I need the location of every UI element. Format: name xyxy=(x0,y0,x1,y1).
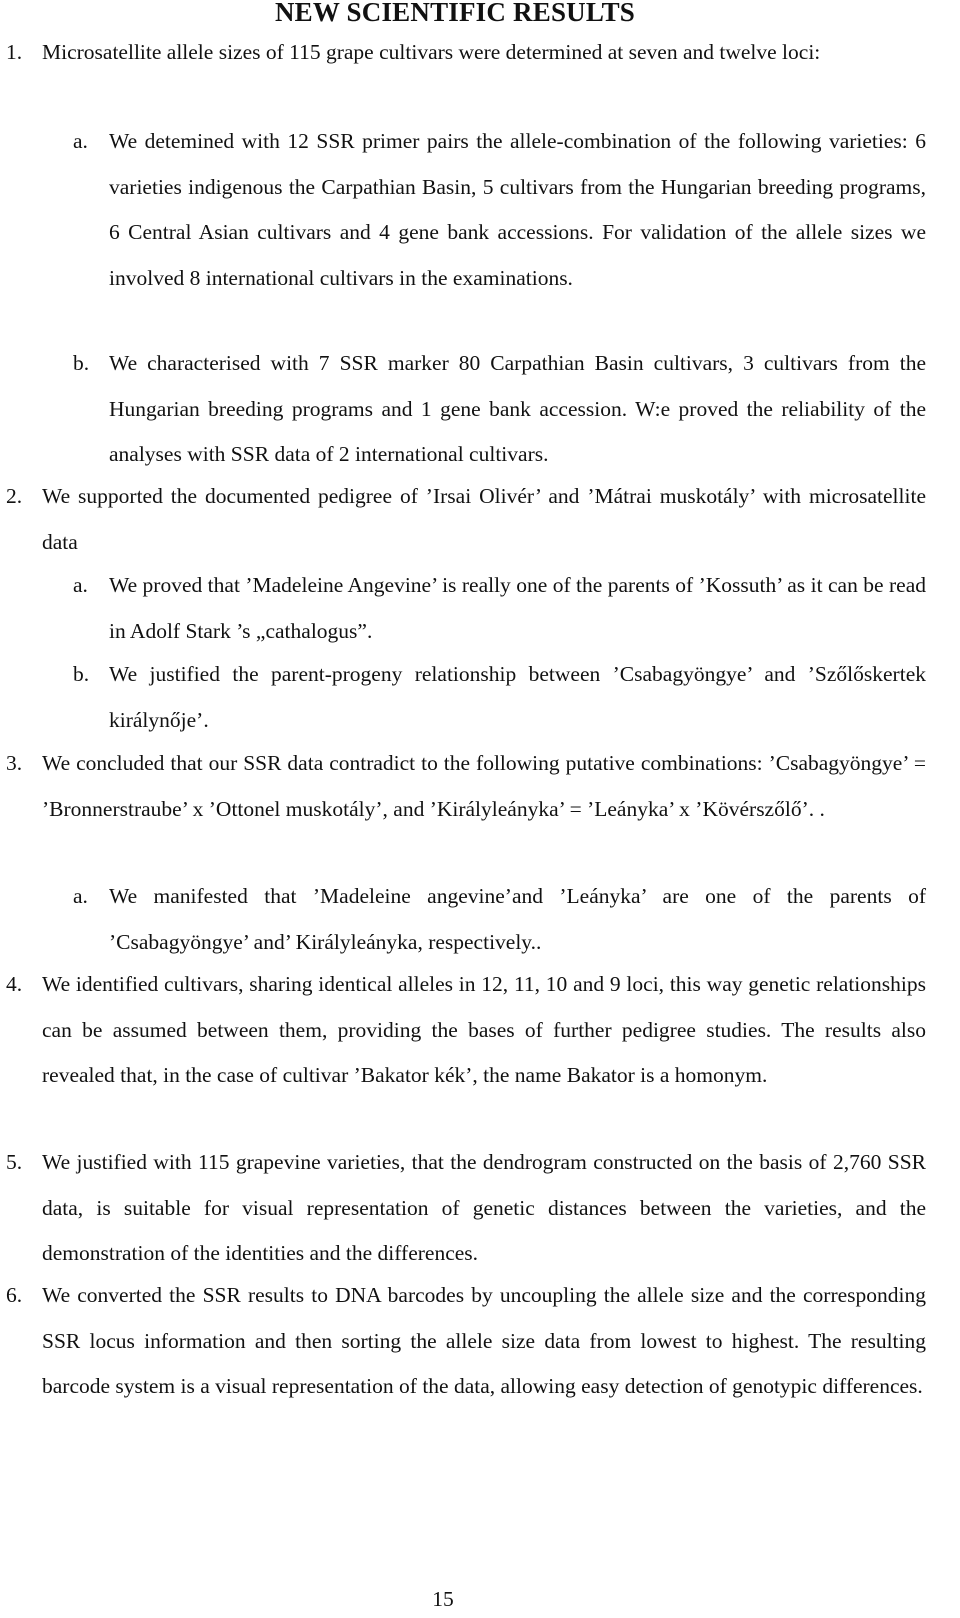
subitem-letter: a. xyxy=(73,129,88,153)
result-item-2 xyxy=(6,474,926,565)
item-number: 5. xyxy=(6,1150,23,1174)
page-number: 15 xyxy=(432,1587,454,1611)
result-item-5 xyxy=(6,1140,926,1277)
result-item-2b xyxy=(73,652,926,743)
item-number: 1. xyxy=(6,40,23,64)
item-number: 3. xyxy=(6,751,23,775)
result-item-1b xyxy=(73,341,926,478)
item-text: We converted the SSR results to DNA barcodes by uncoupling the allele size and the corresponding SSR locus information and then sorting the allele size data from lowest to highest. The resulting barcode system is a visual representation of the data, allowing easy detection of genotypic differences. xyxy=(42,1283,926,1398)
result-item-1 xyxy=(6,30,926,76)
subitem-text: We justified the parent-progeny relationship between ’Csabagyöngye’ and ’Szőlőskertek királynője’. xyxy=(109,662,926,732)
result-item-3a xyxy=(73,874,926,965)
item-text: Microsatellite allele sizes of 115 grape cultivars were determined at seven and twelve loci: xyxy=(42,40,821,64)
item-text: We supported the documented pedigree of ’Irsai Olivér’ and ’Mátrai muskotály’ with microsatellite data xyxy=(42,484,926,554)
item-text: We identified cultivars, sharing identical alleles in 12, 11, 10 and 9 loci, this way genetic relationships can be assumed between them, providing the bases of further pedigree studies. The results also revealed that, in the case of cultivar ’Bakator kék’, the name Bakator is a homonym. xyxy=(42,972,926,1087)
subitem-letter: a. xyxy=(73,884,88,908)
item-number: 2. xyxy=(6,484,23,508)
item-text: We justified with 115 grapevine varieties, that the dendrogram constructed on the basis of 2,760 SSR data, is suitable for visual representation of genetic distances between the varieties, and the demonstration of the identities and the differences. xyxy=(42,1150,926,1265)
result-item-3 xyxy=(6,741,926,832)
subitem-text: We proved that ’Madeleine Angevine’ is really one of the parents of ’Kossuth’ as it can be read in Adolf Stark ’s „cathalogus”. xyxy=(109,573,926,643)
subitem-letter: b. xyxy=(73,351,90,375)
item-text: We concluded that our SSR data contradict to the following putative combinations: ’Csabagyöngye’ = ’Bronnerstraube’ x ’Ottonel muskotály’, and ’Királyleányka’ = ’Leányka’ x ’Kövérszőlő’. . xyxy=(42,751,926,821)
page-title: NEW SCIENTIFIC RESULTS xyxy=(274,0,636,27)
result-item-4 xyxy=(6,962,926,1099)
result-item-2a xyxy=(73,563,926,654)
item-number: 4. xyxy=(6,972,23,996)
subitem-text: We characterised with 7 SSR marker 80 Carpathian Basin cultivars, 3 cultivars from the Hungarian breeding programs and 1 gene bank accession. W:e proved the reliability of the analyses with SSR data of 2 international cultivars. xyxy=(109,351,926,466)
subitem-letter: b. xyxy=(73,662,90,686)
subitem-letter: a. xyxy=(73,573,88,597)
result-item-1a xyxy=(73,119,926,301)
subitem-text: We detemined with 12 SSR primer pairs the allele-combination of the following varieties: 6 varieties indigenous the Carpathian Basin, 5 cultivars from the Hungarian breeding programs, 6 Central Asian cultivars and 4 gene bank accessions. For validation of the allele sizes we involved 8 international cultivars in the examinations. xyxy=(109,129,926,290)
item-number: 6. xyxy=(6,1283,23,1307)
result-item-6 xyxy=(6,1273,926,1410)
subitem-text: We manifested that ’Madeleine angevine’and ’Leányka’ are one of the parents of ’Csabagyöngye’ and’ Királyleányka, respectively.. xyxy=(109,884,926,954)
